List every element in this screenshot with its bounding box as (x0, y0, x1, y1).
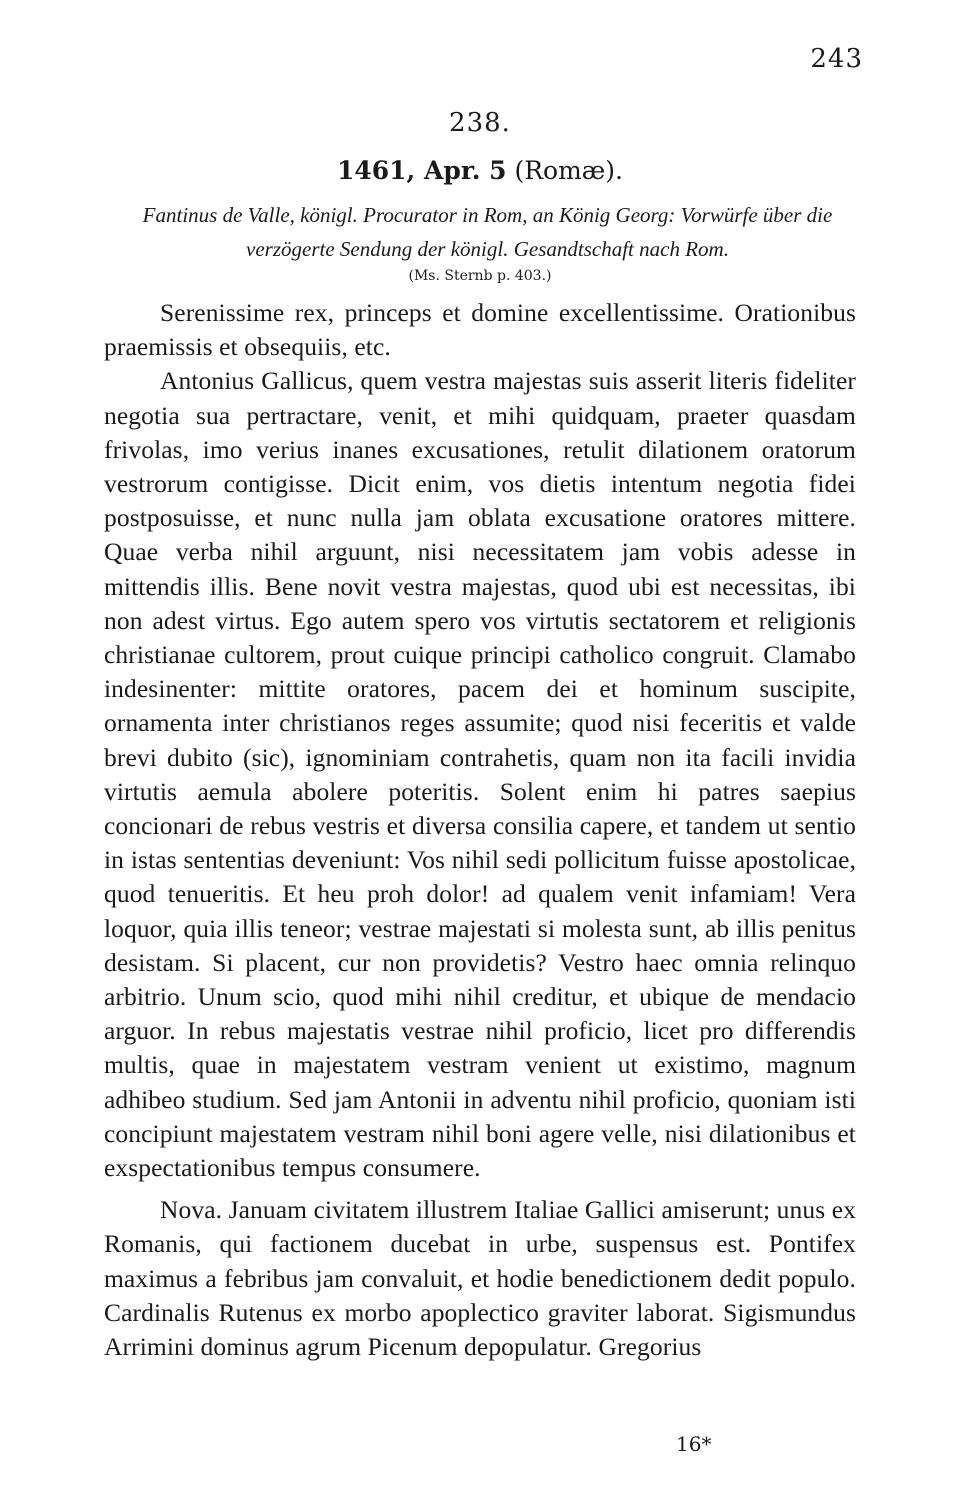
document-number: 238. (449, 108, 511, 138)
signature-mark: 16* (676, 1432, 712, 1456)
page-number: 243 (810, 44, 863, 74)
dateline-place: (Romæ). (514, 156, 624, 185)
paragraph-salutation: Serenissime rex, princeps et domine excellentissime. Orationibus praemissis et obsequiis, etc. (104, 298, 856, 362)
dateline (0, 156, 960, 185)
source-reference: (Ms. Sternb p. 403.) (408, 268, 552, 284)
paragraph-nova: Nova. Januam civitatem illustrem Italiae Gallici amiserunt; unus ex Romanis, qui factionem ducebat in urbe, suspensus est. Pontifex maximus a febribus jam convaluit, et hodie benedictionem dedit populo. Cardinalis Rutenus ex morbo apoplectico graviter laborat. Sigismundus Arrimini dominus agrum Picenum depopulatur. Gregorius (104, 1195, 856, 1362)
dateline-date: 1461, Apr. 5 (336, 156, 507, 185)
document-summary: Fantinus de Valle, königl. Procurator in Rom, an König Georg: Vorwürfe über die verzögerte Sendung der königl. Gesandtschaft nach Rom. (142, 203, 833, 261)
paragraph-main: Antonius Gallicus, quem vestra majestas suis asserit literis fideliter negotia sua pertractare, venit, et mihi quidquam, praeter quasdam frivolas, imo verius inanes excusationes, retulit dilationem oratorum vestrorum contigisse. Dicit enim, vos dietis intentum negotia fidei postposuisse, et nunc nulla jam oblata excusatione oratores mittere. Quae verba nihil arguunt, nisi necessitatem jam vobis adesse in mittendis illis. Bene novit vestra majestas, quod ubi est necessitas, ibi non adest virtus. Ego autem spero vos virtutis sectatorem et religionis christianae cultorem, prout cuique principi catholico congruit. Clamabo indesinenter: mittite oratores, pacem dei et hominum suscipite, ornamenta inter christianos reges assumite; quod nisi feceritis et valde brevi dubito (sic), ignominiam contrahetis, quam non ita facili invidia virtutis aemula abolere poteritis. Solent enim hi patres saepius concionari de rebus vestris et diversa consilia capere, et tandem ut sentio in istas sententias deveniunt: Vos nihil sedi pollicitum fuisse apostolicae, quod tenueritis. Et heu proh dolor! ad qualem venit infamiam! Vera loquor, quia illis teneor; vestrae majestati si molesta sunt, ab illis penitus desistam. Si placent, cur non providetis? Vestro haec omnia relinquo arbitrio. Unum scio, quod mihi nihil creditur, et ubique de mendacio arguor. In rebus majestatis vestrae nihil proficio, licet pro differendis multis, quae in majestatem vestram venient ut existimo, magnum adhibeo studium. Sed jam Antonii in adventu nihil proficio, quoniam isti concipiunt majestatem vestram nihil boni agere velle, nisi dilationibus et exspectationibus tempus consumere. (104, 366, 856, 1183)
letter-body (104, 296, 856, 1364)
